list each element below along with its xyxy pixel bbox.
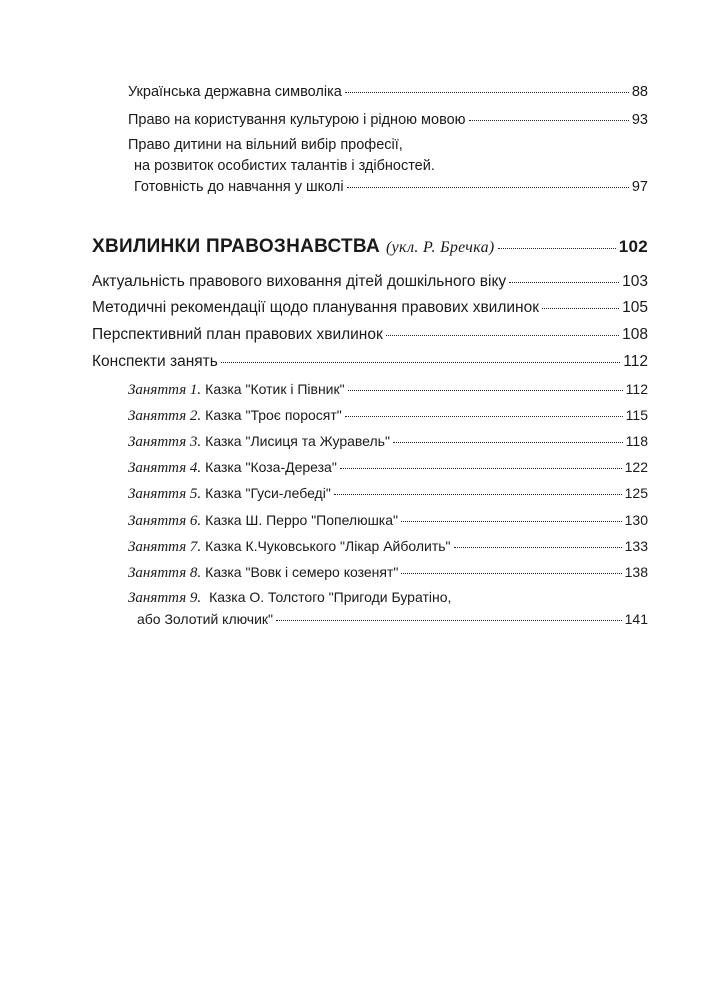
lesson-entry (128, 407, 648, 425)
toc-entry-title: Українська державна символіка (128, 84, 342, 100)
lesson-page: 125 (624, 485, 648, 501)
lesson-title: Казка "Коза-Дереза" (205, 459, 337, 475)
dot-leader (509, 282, 619, 283)
lesson-page: 133 (624, 538, 648, 554)
lesson-label: Заняття 7. (128, 539, 202, 555)
lesson-label: Заняття 4. (128, 460, 202, 476)
lesson-entry (128, 538, 648, 556)
lesson-title: Казка О. Толстого "Пригоди Буратіно, (209, 589, 452, 605)
section-heading (92, 236, 648, 258)
lesson-page: 118 (625, 433, 648, 449)
toc-entry-title: Конспекти занять (92, 353, 218, 370)
toc-entry (92, 299, 648, 317)
lesson-label: Заняття 2. (128, 408, 202, 424)
dot-leader (276, 620, 622, 621)
toc-entry-title: Право на користування культурою і рідною мовою (128, 112, 466, 128)
lesson-page: 141 (624, 611, 648, 627)
lesson-label: Заняття 5. (128, 486, 202, 502)
dot-leader (386, 335, 619, 336)
toc-entry-page: 93 (631, 112, 648, 128)
toc-entry-title: Готовність до навчання у школі (134, 179, 344, 195)
toc-entry-line: на розвиток особистих талантів і здібностей. (134, 158, 435, 174)
toc-entry-title: Методичні рекомендації щодо планування правових хвилинок (92, 299, 540, 316)
lesson-entry (128, 485, 648, 503)
toc-entry (92, 326, 648, 344)
dot-leader (348, 390, 623, 391)
dot-leader (340, 468, 622, 469)
dot-leader (454, 547, 622, 548)
lesson-title: Казка "Гуси-лебеді" (205, 485, 331, 501)
dot-leader (469, 120, 629, 121)
toc-entry-page: 97 (631, 179, 648, 195)
lesson-title: Казка "Котик і Півник" (205, 381, 345, 397)
toc-entry-page: 112 (623, 353, 648, 370)
toc-entry-page: 88 (631, 84, 648, 100)
toc-entry (134, 179, 648, 195)
lesson-page: 112 (625, 381, 648, 397)
toc-entry-line: Право дитини на вільний вибір професії, (128, 137, 403, 153)
toc-entry (92, 273, 648, 291)
lesson-label: Заняття 1. (128, 382, 202, 398)
dot-leader (393, 442, 623, 443)
lesson-entry (128, 512, 648, 530)
toc-entry (128, 84, 648, 100)
lesson-entry (137, 611, 648, 627)
lesson-page: 138 (624, 564, 648, 580)
lesson-page: 130 (624, 512, 648, 528)
dot-leader (401, 573, 621, 574)
toc-entry (128, 112, 648, 128)
lesson-label: Заняття 9. (128, 590, 202, 606)
section-title: ХВИЛИНКИ ПРАВОЗНАВСТВА (92, 236, 380, 257)
lesson-entry (128, 564, 648, 582)
lesson-page: 122 (624, 459, 648, 475)
section-subtitle: (укл. Р. Бречка) (386, 239, 495, 256)
lesson-label: Заняття 8. (128, 565, 202, 581)
lesson-title: Казка К.Чуковського "Лікар Айболить" (205, 538, 451, 554)
toc-entry-title: Актуальність правового виховання дітей дошкільного віку (92, 273, 507, 290)
dot-leader (334, 494, 622, 495)
lesson-title: Казка "Лисиця та Журавель" (205, 433, 390, 449)
dot-leader (542, 308, 619, 309)
lesson-title: або Золотий ключик" (137, 611, 274, 627)
toc-entry-title: Перспективний план правових хвилинок (92, 326, 383, 343)
lesson-page: 115 (625, 407, 648, 423)
dot-leader (498, 248, 616, 249)
lesson-label: Заняття 6. (128, 513, 202, 529)
lesson-label: Заняття 3. (128, 434, 202, 450)
dot-leader (347, 187, 629, 188)
dot-leader (221, 362, 620, 363)
dot-leader (401, 521, 622, 522)
lesson-title: Казка "Троє поросят" (205, 407, 342, 423)
dot-leader (345, 92, 629, 93)
lesson-title: Казка Ш. Перро "Попелюшка" (205, 512, 398, 528)
section-page: 102 (618, 237, 648, 256)
lesson-entry (128, 433, 648, 451)
toc-entry-page: 103 (622, 273, 648, 290)
lesson-entry-line (128, 589, 451, 607)
lesson-entry (128, 381, 648, 399)
toc-entry (92, 353, 648, 371)
lesson-entry (128, 459, 648, 477)
toc-entry-page: 108 (622, 326, 648, 343)
toc-entry-page: 105 (622, 299, 648, 316)
lesson-title: Казка "Вовк і семеро козенят" (205, 564, 399, 580)
dot-leader (345, 416, 623, 417)
